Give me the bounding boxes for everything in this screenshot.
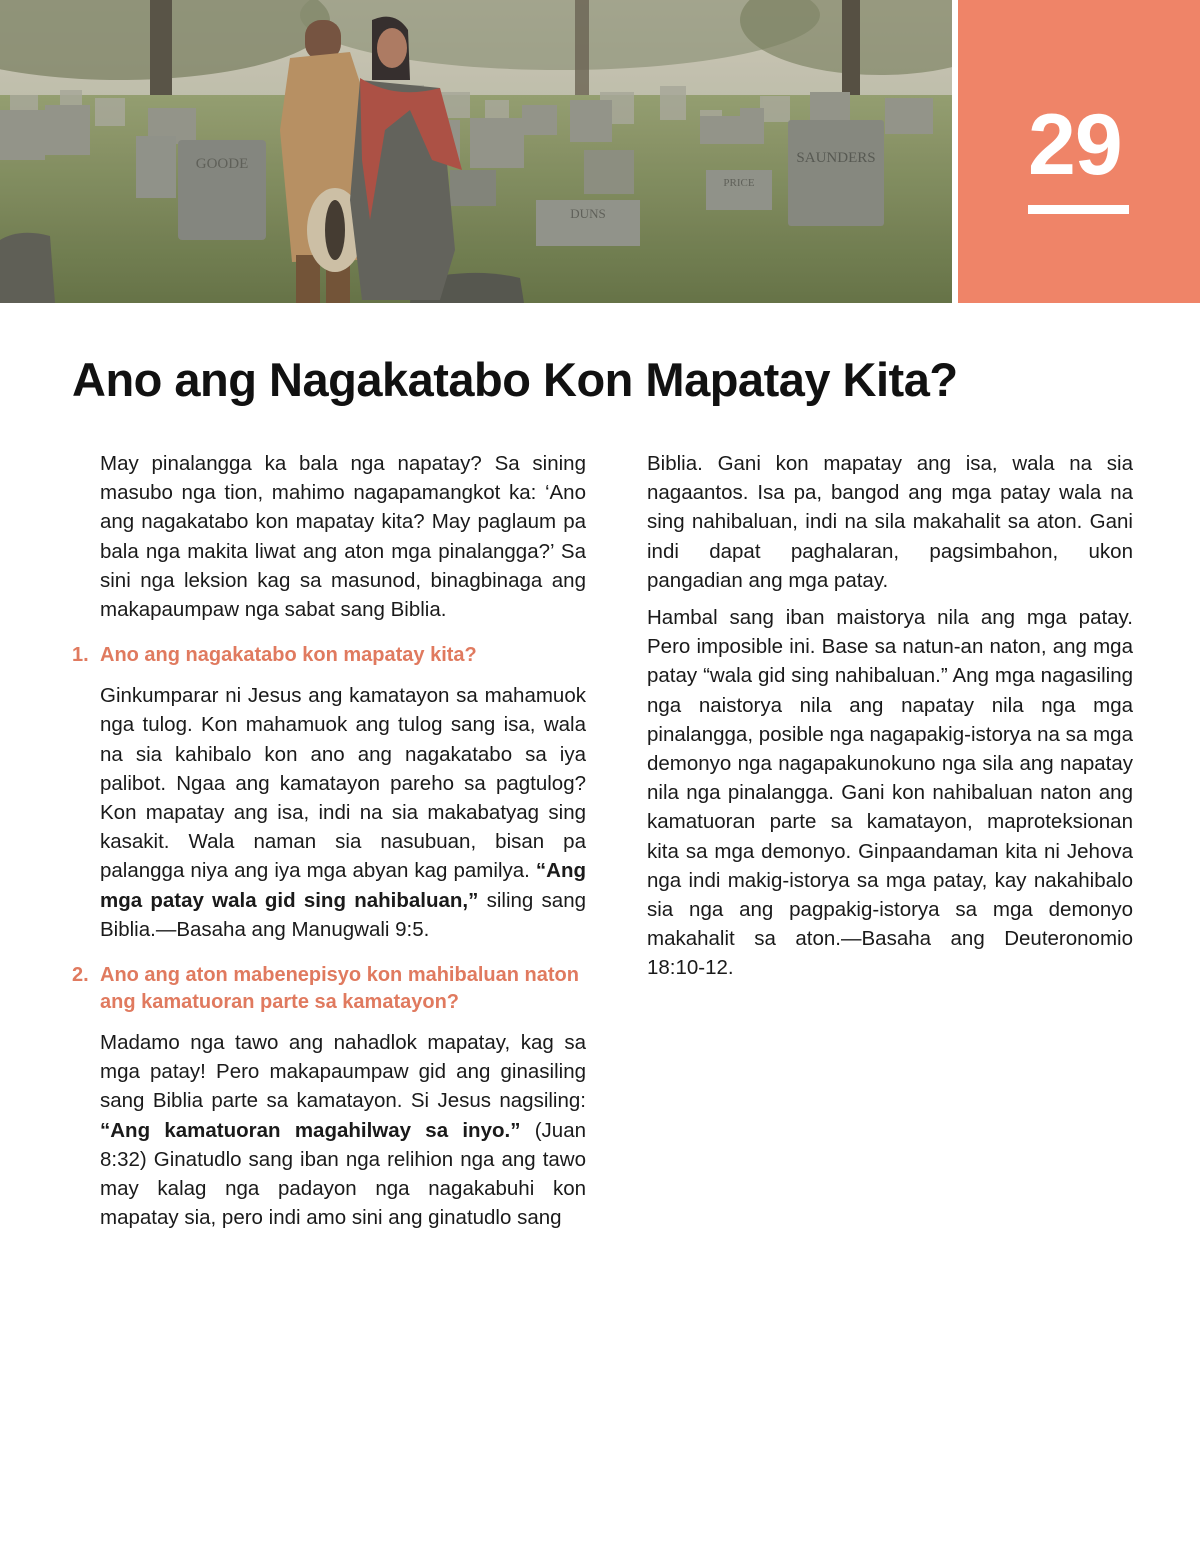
headstone-text-duns: DUNS [570,206,606,221]
left-column [72,449,586,1240]
right-column [647,449,1133,991]
answer-2-quote: “Ang kamatuoran magahilway sa inyo.” [100,1118,521,1142]
answer-2-text: Madamo nga tawo ang nahadlok mapatay, kag sa mga patay! Pero makapaumpaw gid ang ginasiling sang Biblia parte sa kamatayon. Si Jesus nagsiling: [100,1031,586,1113]
intro-paragraph: May pinalangga ka bala nga napatay? Sa sining masubo nga tion, mahimo nagapamangkot ka: ‘Ano ang nagakatabo kon mapatay kita? May paglaum pa bala nga makita liwat ang aton mga pinalangga?’ Sa sini nga leksion kag sa masunod, binagbinaga ang makapaumpaw nga sabat sang Biblia. [100,452,586,622]
page-title: Ano ang Nagakatabo Kon Mapatay Kita? [72,353,958,406]
lesson-number-box [958,0,1200,303]
headstone-text-price: PRICE [723,177,755,189]
answer-2-continued-right: Biblia. Gani kon mapatay ang isa, wala na sia nagaantos. Isa pa, bangod ang mga patay wala na sing nahibaluan, indi na sila makahalit sa aton. Gani indi dapat paghalaran, pagsimbahon, ukon pangadian ang mga patay. [647,452,1133,592]
answer-1-paragraph [100,681,586,944]
headstone-text-saunders: SAUNDERS [796,150,876,166]
answer-1-reference: siling sang Biblia.—Basaha ang Manugwali 9:5. [100,888,586,941]
answer-2-continued: (Juan 8:32) Ginatudlo sang iban nga relihion nga ang tawo may kalag nga padayon nga nagakabuhi kon mapatay sia, pero indi amo sini ang ginatudlo sang [100,1118,586,1230]
lesson-underline [1028,205,1129,214]
question-1-text: Ano ang nagakatabo kon mapatay kita? [100,644,477,667]
question-1 [72,642,586,669]
answer-2-extra-paragraph: Hambal sang iban maistorya nila ang mga patay. Pero imposible ini. Base sa natun-an naton, ang mga patay “wala gid sing nahibaluan.” Ang mga nagasiling nga naistorya nila ang napatay nila nga mga pinalangga, posible nga nagapakig-istorya na sa mga demonyo nga nagapakunokuno nga sila ang napatay nila nga pinalangga. Gani kon nahibaluan naton ang kamatuoran parte sa kamatayon, maproteksionan kita sa mga demonyo. Ginpaandaman kita ni Jehova nga indi makig-istorya sa mga patay, kay nakahibalo sia nga ang pagpakig-istorya sa mga demonyo makahalit sa aton.—Basaha ang Deuteronomio 18:10-12. [647,606,1133,980]
question-2-number: 2. [72,964,89,987]
answer-1-text: Ginkumparar ni Jesus ang kamatayon sa mahamuok nga tulog. Kon mahamuok ang tulog sang isa, wala na sia kahibalo kon ano ang nagakatabo sa iya palibot. Ngaa ang kamatayon pareho sa pagtulog? Kon mapatay ang isa, indi na sia makabatyag sing kasakit. Wala naman sia nasubuan, bisan pa palangga niya ang iya mga abyan kag pamilya. [100,684,586,883]
question-2-text: Ano ang aton mabenepisyo kon mahibaluan naton ang kamatuoran parte sa kamatayon? [100,964,579,1014]
lesson-number: 29 [1028,97,1122,193]
hero-photo [0,0,952,303]
answer-1-quote: “Ang mga patay wala gid sing nahibaluan,” [100,859,586,912]
question-1-number: 1. [72,644,89,667]
question-2 [72,962,586,1016]
headstone-text-goode: GOODE [195,156,249,172]
answer-2-paragraph [100,1028,586,1232]
